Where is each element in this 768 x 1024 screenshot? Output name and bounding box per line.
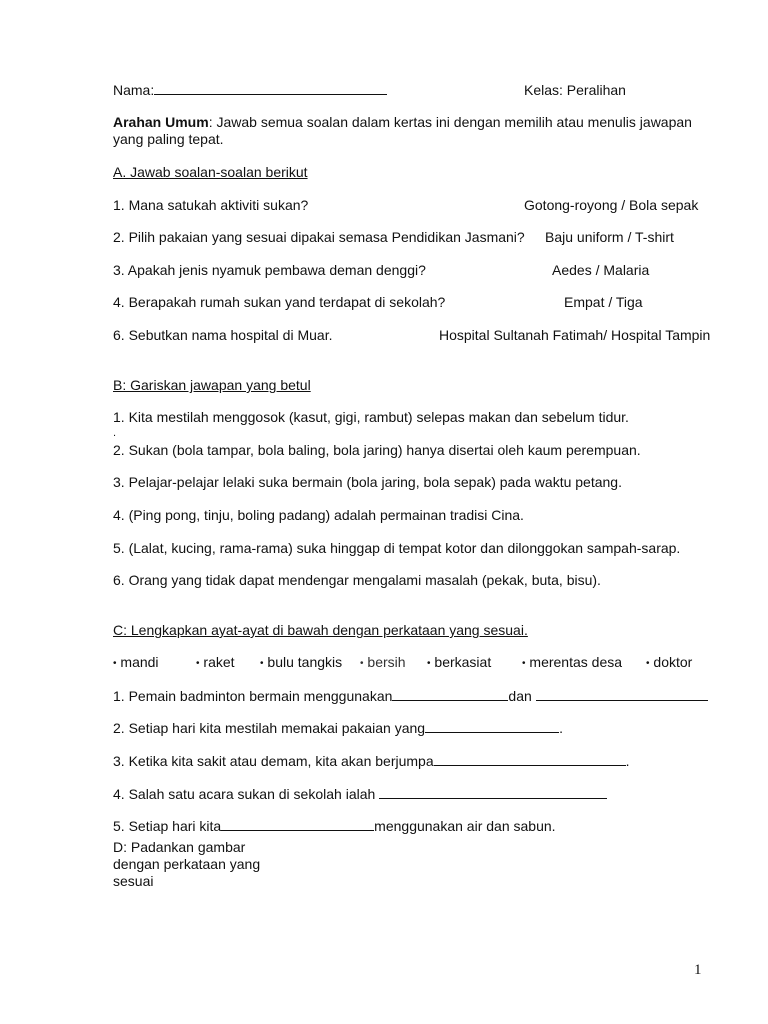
section-b-item: 2. Sukan (bola tampar, bola baling, bola jaring) hanya disertai oleh kaum perempuan. — [113, 442, 641, 458]
section-c-title: C: Lengkapkan ayat-ayat di bawah dengan perkataan yang sesuai. — [113, 622, 528, 638]
section-d-line: dengan perkataan yang — [113, 856, 261, 872]
fill-blank-item: 5. Setiap hari kita menggunakan air dan sabun. — [113, 818, 556, 834]
word-bank-item: • bersih — [360, 654, 406, 670]
word-bank-item: • bulu tangkis — [260, 654, 343, 670]
stray-mark: . — [113, 427, 117, 439]
answer-blank[interactable] — [379, 786, 607, 799]
answer-blank[interactable] — [221, 818, 374, 831]
word-bank-item: • raket — [196, 654, 235, 670]
answer-blank[interactable] — [425, 720, 559, 733]
answer-blank[interactable] — [434, 753, 626, 766]
section-a-answer-options: Gotong-royong / Bola sepak — [524, 197, 699, 213]
section-b-item: 1. Kita mestilah menggosok (kasut, gigi, rambut) selepas makan dan sebelum tidur. — [113, 409, 629, 425]
section-b-item: 6. Orang yang tidak dapat mendengar mengalami masalah (pekak, buta, bisu). — [113, 572, 601, 588]
instructions-text: : Jawab semua soalan dalam kertas ini dengan memilih atau menulis jawapan yang paling tepat. — [113, 114, 692, 147]
fill-blank-item: 3. Ketika kita sakit atau demam, kita akan berjumpa . — [113, 753, 630, 769]
fill-blank-item: 2. Setiap hari kita mestilah memakai pakaian yang . — [113, 720, 563, 736]
word-bank-item: • mandi — [113, 654, 159, 670]
word-bank-item: • doktor — [646, 654, 693, 670]
section-b-item: 5. (Lalat, kucing, rama-rama) suka hinggap di tempat kotor dan dilonggokan sampah-sarap. — [113, 540, 681, 556]
section-a-question: 4. Berapakah rumah sukan yand terdapat di sekolah? — [113, 294, 446, 310]
section-b-item: 4. (Ping pong, tinju, boling padang) adalah permainan tradisi Cina. — [113, 507, 524, 523]
instructions — [113, 114, 713, 148]
section-a-title: A. Jawab soalan-soalan berikut — [113, 164, 308, 180]
section-a-answer-options: Aedes / Malaria — [552, 262, 650, 278]
name-line — [113, 82, 387, 99]
page-number: 1 — [694, 962, 702, 978]
fill-blank-item: 4. Salah satu acara sukan di sekolah ialah — [113, 786, 607, 803]
section-a-question: 3. Apakah jenis nyamuk pembawa deman denggi? — [113, 262, 426, 278]
fill-blank-item: 1. Pemain badminton bermain menggunakan dan — [113, 688, 708, 705]
section-a-answer-options: Hospital Sultanah Fatimah/ Hospital Tampin — [439, 327, 711, 343]
answer-blank[interactable] — [392, 688, 508, 701]
class-label: Kelas: Peralihan — [524, 82, 626, 98]
section-a-answer-options: Empat / Tiga — [564, 294, 643, 310]
section-a-question: 1. Mana satukah aktiviti sukan? — [113, 197, 309, 213]
section-b-title: B: Gariskan jawapan yang betul — [113, 377, 311, 393]
section-a-answer-options: Baju uniform / T-shirt — [545, 229, 674, 245]
instructions-heading: Arahan Umum — [113, 114, 209, 130]
section-b-item: 3. Pelajar-pelajar lelaki suka bermain (bola jaring, bola sepak) pada waktu petang. — [113, 474, 622, 490]
section-a-question: 6. Sebutkan nama hospital di Muar. — [113, 327, 333, 343]
word-bank-item: • berkasiat — [427, 654, 492, 670]
section-d-line: sesuai — [113, 873, 154, 889]
section-d-line: D: Padankan gambar — [113, 839, 246, 855]
section-a-question: 2. Pilih pakaian yang sesuai dipakai semasa Pendidikan Jasmani? — [113, 229, 525, 245]
name-blank[interactable] — [154, 82, 387, 95]
answer-blank[interactable] — [536, 688, 708, 701]
name-label: Nama: — [113, 82, 155, 98]
word-bank-item: • merentas desa — [522, 654, 623, 670]
